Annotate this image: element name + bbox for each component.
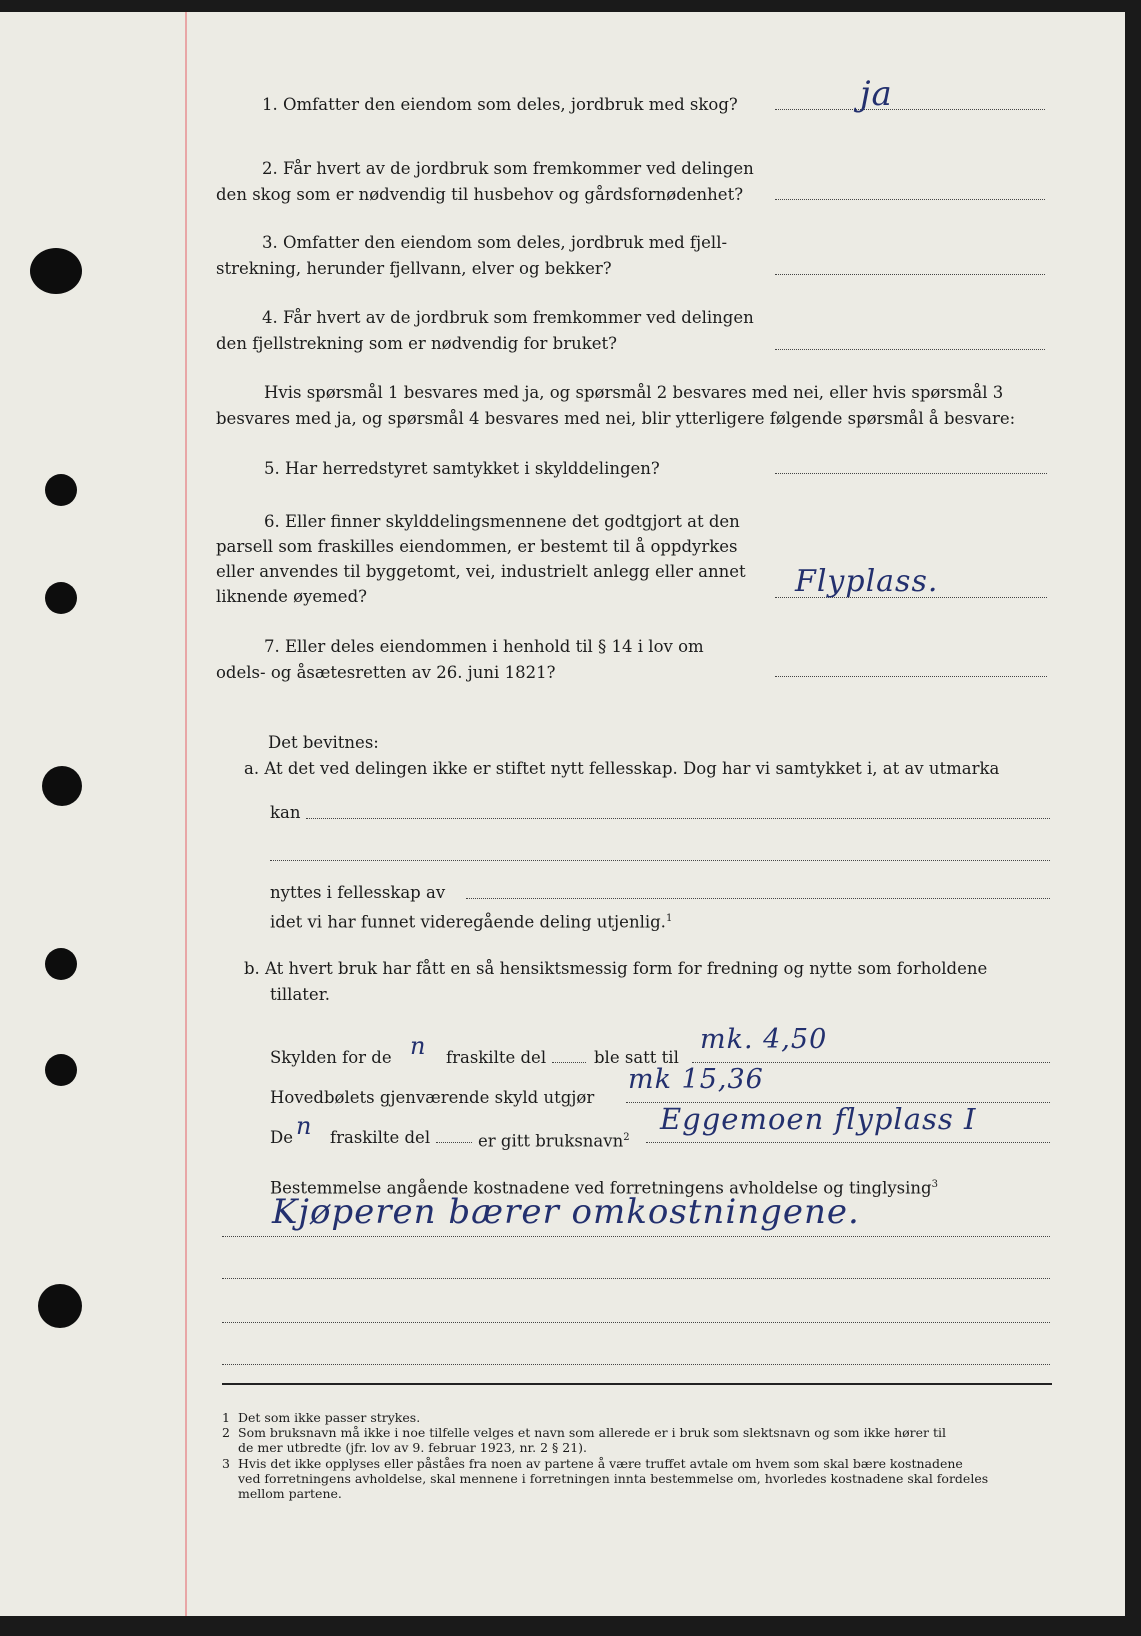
- footnote-2: [222, 1425, 1052, 1455]
- footnote-3-line3: mellom partene.: [238, 1486, 342, 1501]
- skyld-value-4-handwritten: Kjøperen bærer omkostningene.: [272, 1192, 860, 1232]
- cost-line-2: [222, 1278, 1050, 1279]
- skyld-label-3: De: [270, 1128, 293, 1147]
- document-page: [0, 12, 1125, 1616]
- kan-line: [306, 818, 1050, 819]
- attest-a-kan: kan: [270, 803, 301, 822]
- question-3-line1: 3. Omfatter den eiendom som deles, jordbruk med fjell-: [262, 233, 728, 252]
- footnote-1-text: Det som ikke passer strykes.: [238, 1410, 421, 1425]
- footnote-3-line2: ved forretningens avholdelse, skal mennene i forretningen innta bestemmelse om, hvorledes kostnadene skal fordeles: [238, 1471, 989, 1486]
- skyld-value-2-handwritten: mk 15,36: [628, 1064, 764, 1095]
- attest-a-nyttes: nyttes i fellesskap av: [270, 883, 446, 902]
- attest-b-line2: tillater.: [270, 985, 331, 1004]
- footnote-2-line2: de mer utbredte (jfr. lov av 9. februar 1923, nr. 2 § 21).: [238, 1440, 588, 1455]
- answer-line-2: [775, 199, 1045, 200]
- question-7-line2: odels- og åsætesretten av 26. juni 1821?: [216, 663, 556, 682]
- skyld-label-3c-text: er gitt bruksnavn: [478, 1131, 624, 1151]
- skyld-dots-1a: [552, 1062, 586, 1063]
- attest-a-idet-text: idet vi har funnet videregående deling utjenlig.: [270, 912, 666, 932]
- skyld-dots-1: [692, 1062, 1050, 1063]
- footnote-1: [222, 1410, 420, 1425]
- condition-line2: besvares med ja, og spørsmål 4 besvares med nei, blir ytterligere følgende spørsmål å besvare:: [216, 409, 1016, 428]
- skyld-label-1b: fraskilte del: [446, 1048, 547, 1067]
- attest-a-idet: [270, 906, 672, 935]
- answer-6-handwritten: Flyplass.: [795, 564, 939, 599]
- question-6-line4: liknende øyemed?: [216, 587, 367, 606]
- answer-line-4: [775, 349, 1045, 350]
- nyttes-line: [466, 898, 1050, 899]
- question-6-line2: parsell som fraskilles eiendommen, er bestemt til å oppdyrkes: [216, 537, 738, 556]
- skyld-label-4-text: Bestemmelse angående kostnadene ved forretningens avholdelse og tinglysing: [270, 1178, 932, 1198]
- footnote-3: [222, 1456, 1052, 1501]
- skyld-label-3b: fraskilte del: [330, 1128, 431, 1147]
- cost-line-3: [222, 1322, 1050, 1323]
- kan-line-2: [270, 860, 1050, 861]
- condition-line1: Hvis spørsmål 1 besvares med ja, og spørsmål 2 besvares med nei, eller hvis spørsmål 3: [264, 383, 1004, 402]
- footnote-ref-1: 1: [665, 913, 673, 924]
- skyld-label-2: Hovedbølets gjenværende skyld utgjør: [270, 1088, 595, 1107]
- skyld-fill-3: n: [296, 1112, 313, 1140]
- punch-hole: [45, 474, 77, 506]
- punch-hole: [30, 248, 82, 294]
- question-2-line2: den skog som er nødvendig til husbehov og gårdsfornødenhet?: [216, 185, 744, 204]
- skyld-value-1-handwritten: mk. 4,50: [700, 1024, 828, 1055]
- answer-line-7: [775, 676, 1047, 677]
- skyld-fill-1: n: [410, 1032, 427, 1060]
- answer-1-handwritten: ja: [860, 74, 893, 114]
- punch-hole: [42, 766, 82, 806]
- attest-b-line1: b. At hvert bruk har fått en så hensiktsmessig form for fredning og nytte som forholdene: [244, 959, 988, 978]
- punch-hole: [38, 1284, 82, 1328]
- footnote-3-text-1: Hvis det ikke opplyses eller påståes fra noen av partene å være truffet avtale om hvem som skal bære kostnadene: [238, 1456, 963, 1471]
- attest-heading: Det bevitnes:: [268, 733, 379, 752]
- cost-line-4: [222, 1364, 1050, 1365]
- footnote-ref-2: 2: [623, 1132, 630, 1143]
- skyld-dots-3a: [436, 1142, 472, 1143]
- question-7-line1: 7. Eller deles eiendommen i henhold til § 14 i lov om: [264, 637, 704, 656]
- footnote-3-line1: [222, 1456, 1052, 1471]
- footnote-2-text-1: Som bruksnavn må ikke i noe tilfelle velges et navn som allerede er i bruk som slektsnavn og som ikke hører til: [238, 1425, 947, 1440]
- skyld-dots-3: [646, 1142, 1050, 1143]
- skyld-label-1: Skylden for de: [270, 1048, 392, 1067]
- question-3-line2: strekning, herunder fjellvann, elver og bekker?: [216, 259, 612, 278]
- answer-line-1: [775, 109, 1045, 110]
- question-6-line1: 6. Eller finner skylddelingsmennene det godtgjort at den: [264, 512, 740, 531]
- skyld-value-3-handwritten: Eggemoen flyplass I: [660, 1102, 977, 1136]
- attest-a-line1: a. At det ved delingen ikke er stiftet nytt fellesskap. Dog har vi samtykket i, at av utmarka: [244, 759, 1000, 778]
- question-2-line1: 2. Får hvert av de jordbruk som fremkommer ved delingen: [262, 159, 754, 178]
- question-4-line2: den fjellstrekning som er nødvendig for bruket?: [216, 334, 617, 353]
- skyld-label-1c: ble satt til: [594, 1048, 679, 1067]
- punch-hole: [45, 1054, 77, 1086]
- question-4-line1: 4. Får hvert av de jordbruk som fremkommer ved delingen: [262, 308, 754, 327]
- question-5: 5. Har herredstyret samtykket i skylddelingen?: [264, 459, 660, 478]
- footnote-ref-3: 3: [931, 1179, 938, 1190]
- footnote-3-num: 3: [222, 1456, 230, 1471]
- answer-line-5: [775, 473, 1047, 474]
- cost-line-1: [222, 1236, 1050, 1237]
- footnote-2-line1: [222, 1425, 1052, 1440]
- footnote-rule: [222, 1383, 1052, 1385]
- question-6-line3: eller anvendes til byggetomt, vei, industrielt anlegg eller annet: [216, 562, 746, 581]
- footnote-1-num: 1: [222, 1410, 230, 1425]
- footnote-2-num: 2: [222, 1425, 230, 1440]
- question-1: 1. Omfatter den eiendom som deles, jordbruk med skog?: [262, 95, 738, 114]
- skyld-label-3c: [478, 1125, 630, 1154]
- answer-line-3: [775, 274, 1045, 275]
- margin-line: [185, 12, 187, 1616]
- punch-hole: [45, 948, 77, 980]
- punch-hole: [45, 582, 77, 614]
